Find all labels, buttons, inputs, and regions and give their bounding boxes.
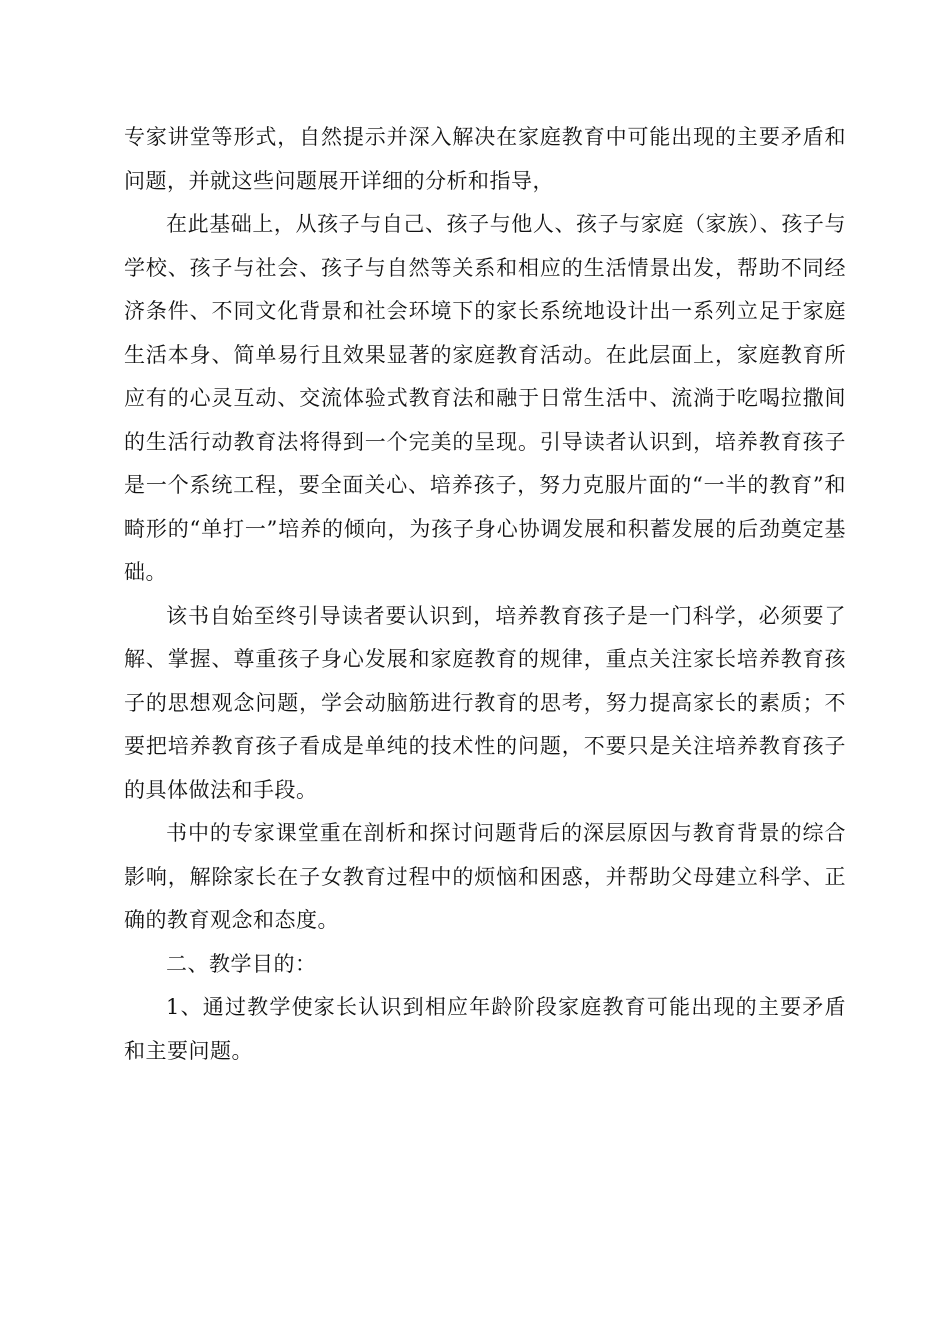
section-heading-teaching-purpose: 二、教学目的：	[166, 951, 317, 976]
paragraph-science: 该书自始至终引导读者要认识到，培养教育孩子是一门科学，必须要了解、掌握、尊重孩子身心发展和家庭教育的规律，重点关注家长培养教育孩子的思想观念问题，学会动脑筋进行教育的思考，努力提高家长的素质；不要把培养教育孩子看成是单纯的技术性的问题，不要只是关注培养教育孩子的具体做法和手段。	[124, 603, 846, 802]
paragraph-continuation: 专家讲堂等形式，自然提示并深入解决在家庭教育中可能出现的主要矛盾和问题，并就这些问题展开详细的分析和指导，	[124, 125, 846, 193]
document-body	[124, 116, 846, 1073]
paragraph-activities: 在此基础上，从孩子与自己、孩子与他人、孩子与家庭（家族）、孩子与学校、孩子与社会、孩子与自然等关系和相应的生活情景出发，帮助不同经济条件、不同文化背景和社会环境下的家长系统地设计出一系列立足于家庭生活本身、简单易行且效果显著的家庭教育活动。在此层面上，家庭教育所应有的心灵互动、交流体验式教育法和融于日常生活中、流淌于吃喝拉撒间的生活行动教育法将得到一个完美的呈现。引导读者认识到，培养教育孩子是一个系统工程，要全面关心、培养孩子，努力克服片面的“一半的教育”和畸形的“单打一”培养的倾向，为孩子身心协调发展和积蓄发展的后劲奠定基础。	[124, 212, 846, 584]
paragraph-expert-classroom: 书中的专家课堂重在剖析和探讨问题背后的深层原因与教育背景的综合影响，解除家长在子女教育过程中的烦恼和困惑，并帮助父母建立科学、正确的教育观念和态度。	[124, 821, 846, 932]
list-item-1: 1、通过教学使家长认识到相应年龄阶段家庭教育可能出现的主要矛盾和主要问题。	[124, 995, 846, 1063]
